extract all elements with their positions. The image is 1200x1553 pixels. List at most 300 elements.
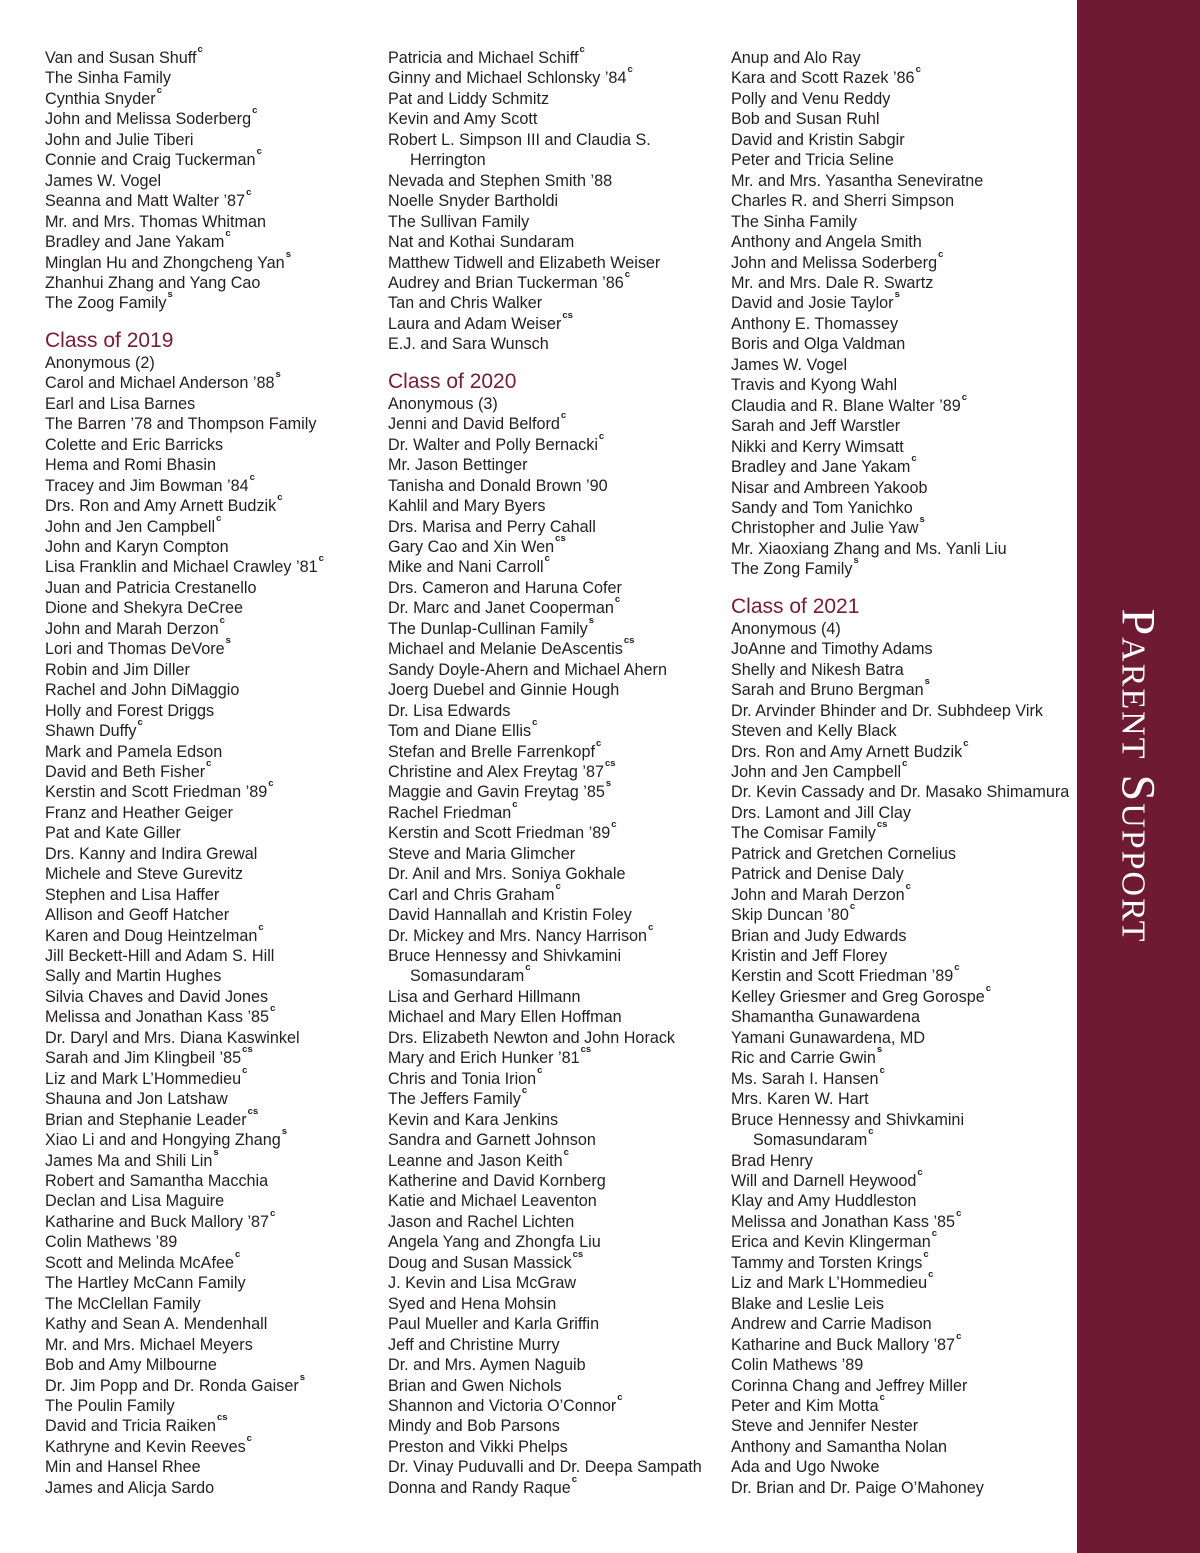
donor-name [731, 1269, 1071, 1293]
donor-name-text: Katharine and Buck Mallory ’87 [45, 1212, 270, 1231]
donor-name-text: Claudia and R. Blane Walter ’89 [731, 396, 961, 415]
donor-name-text: Dr. Anil and Mrs. Soniya Gokhale [388, 865, 626, 884]
giving-society-mark: c [868, 1126, 874, 1138]
donor-name [731, 130, 1071, 150]
giving-society-mark: s [281, 1126, 288, 1138]
donor-name-text: Steve and Jennifer Nester [731, 1417, 919, 1436]
giving-society-mark: c [648, 921, 654, 933]
donor-name [388, 594, 728, 618]
class-year-heading: Class of 2021 [731, 594, 860, 618]
donor-name [731, 1416, 1071, 1436]
giving-society-mark: s [167, 289, 173, 301]
donor-name-text: Michele and Steve Gurevitz [45, 865, 243, 884]
donor-name [731, 314, 1071, 334]
donor-name [45, 1314, 385, 1334]
donor-name [731, 782, 1071, 802]
donor-name [45, 369, 385, 393]
donor-name-text: Connie and Craig Tuckerman [45, 151, 256, 170]
donor-name [388, 778, 728, 802]
donor-name [45, 717, 385, 741]
donor-name-text: Dr. Kevin Cassady and Dr. Masako Shimamura [731, 783, 1070, 802]
donor-name [45, 1248, 385, 1273]
donor-name [388, 1232, 728, 1252]
donor-name [731, 880, 1071, 905]
donor-name [45, 130, 385, 150]
donor-name-text: Erica and Kevin Klingerman [731, 1233, 931, 1252]
donor-name [388, 410, 728, 434]
donor-name-text: John and Jen Campbell [45, 517, 216, 536]
donor-name [388, 455, 728, 475]
donor-name-text: Kahlil and Mary Byers [388, 497, 546, 516]
donor-name [388, 844, 728, 864]
donor-name [388, 1457, 728, 1477]
donor-name-text: Anthony E. Thomassey [731, 314, 899, 333]
donor-name-text: Shelly and Nikesh Batra [731, 660, 904, 679]
donor-name-text: The Barren ’78 and Thompson Family [45, 415, 317, 434]
donor-name-text: Katie and Michael Leaventon [388, 1192, 597, 1211]
donor-name-text: Juan and Patricia Crestanello [45, 578, 257, 597]
donor-name [45, 105, 385, 129]
donor-name [45, 905, 385, 925]
donor-name [45, 1355, 385, 1375]
donor-name-text: Sarah and Jim Klingbeil ’85 [45, 1049, 242, 1068]
donor-name [45, 757, 385, 782]
donor-name-text: Steven and Kelly Black [731, 722, 897, 741]
donor-name [388, 496, 728, 516]
giving-society-mark: c [954, 962, 960, 974]
donor-name-text: Sandy Doyle-Ahern and Michael Ahern [388, 660, 667, 679]
donor-name [388, 1064, 728, 1089]
donor-name [388, 394, 728, 414]
donor-name [388, 212, 728, 232]
donor-name-text: Kathy and Sean A. Mendenhall [45, 1315, 268, 1334]
donor-name [388, 1294, 728, 1314]
donor-name-text: Christopher and Julie Yaw [731, 519, 919, 538]
giving-society-mark: c [879, 1392, 885, 1403]
donor-name-text: Bruce Hennessy and Shivkamini [388, 947, 622, 966]
donor-name [388, 717, 728, 741]
giving-society-mark: c [595, 737, 602, 749]
donor-name-text: Jason and Rachel Lichten [388, 1212, 575, 1231]
donor-name-text: Min and Hansel Rhee [45, 1458, 201, 1477]
donor-name [45, 966, 385, 986]
donor-name [388, 987, 728, 1007]
donor-name [388, 1355, 728, 1375]
donor-name-text: Bradley and Jane Yakam [731, 458, 911, 477]
donor-name-text: Drs. Kanny and Indira Grewal [45, 844, 258, 863]
giving-society-mark: s [919, 514, 925, 526]
giving-society-mark: c [521, 1085, 528, 1097]
donor-name [731, 1392, 1071, 1416]
giving-society-mark: c [246, 1432, 252, 1444]
giving-society-mark: c [532, 717, 538, 729]
donor-name-text: Dr. and Mrs. Aymen Naguib [388, 1356, 586, 1375]
donor-name [45, 1371, 385, 1396]
giving-society-mark: c [579, 44, 585, 55]
donor-name [45, 742, 385, 762]
donor-name-text: Maggie and Gavin Freytag ’85 [388, 783, 605, 802]
donor-name [45, 1028, 385, 1048]
donor-name-text: Stephen and Lisa Haffer [45, 885, 220, 904]
donor-name [731, 478, 1071, 498]
donor-name-text: Dr. Vinay Puduvalli and Dr. Deepa Sampath [388, 1458, 702, 1477]
giving-society-mark: c [931, 1228, 938, 1240]
donor-name [388, 880, 728, 905]
donor-name [388, 89, 728, 109]
giving-society-mark: cs [562, 309, 573, 321]
donor-name [45, 614, 385, 639]
donor-name-text: Allison and Geoff Hatcher [45, 906, 230, 925]
donor-name-text: Blake and Leslie Leis [731, 1294, 884, 1313]
donor-name-text: Anthony and Samantha Nolan [731, 1437, 947, 1456]
donor-name-text: Mr. Xiaoxiang Zhang and Ms. Yanli Liu [731, 539, 1007, 558]
donor-name [45, 778, 385, 802]
giving-society-mark: c [270, 1207, 276, 1219]
donor-name-continuation [388, 962, 728, 986]
donor-name-text: Michael and Mary Ellen Hoffman [388, 1008, 622, 1027]
donor-name [45, 701, 385, 721]
donor-name-text: Paul Mueller and Karla Griffin [388, 1315, 600, 1334]
donor-name [45, 885, 385, 905]
donor-name [731, 844, 1071, 864]
donor-name-text: Bob and Amy Milbourne [45, 1356, 217, 1375]
donor-name [388, 1376, 728, 1396]
donor-name [45, 946, 385, 966]
donor-name-text: Brad Henry [731, 1151, 813, 1170]
donor-name-text: Declan and Lisa Maguire [45, 1192, 225, 1211]
giving-society-mark: cs [216, 1412, 228, 1424]
donor-name-text: Mr. and Mrs. Dale R. Swartz [731, 273, 934, 292]
donor-name [731, 819, 1071, 843]
donor-name-text: JoAnne and Timothy Adams [731, 640, 933, 659]
donor-name [388, 309, 728, 334]
donor-name-text: Anonymous (2) [45, 353, 155, 372]
donor-name-text: Melissa and Jonathan Kass ’85 [45, 1008, 270, 1027]
donor-name-text: Colette and Eric Barricks [45, 435, 224, 454]
donor-name-text: Hema and Romi Bhasin [45, 456, 216, 475]
donor-name-text: The Poulin Family [45, 1397, 175, 1415]
donor-name [388, 660, 728, 680]
donor-name [45, 146, 385, 170]
donor-name-text: Somasundaram [753, 1131, 868, 1150]
donor-name-text: Nikki and Kerry Wimsatt [731, 437, 904, 456]
donor-name-text: Michael and Melanie DeAscentis [388, 640, 623, 659]
donor-name [731, 1376, 1071, 1396]
donor-name [45, 394, 385, 414]
donor-name-text: The Sullivan Family [388, 212, 530, 231]
donor-name-text: Colin Mathews ’89 [731, 1356, 864, 1375]
donor-name-text: Carl and Chris Graham [388, 885, 555, 904]
giving-society-mark: c [537, 1064, 543, 1076]
donor-name [388, 757, 728, 782]
giving-society-mark: c [219, 614, 225, 626]
giving-society-mark: c [560, 410, 567, 422]
donor-name [388, 1273, 728, 1293]
donor-name [388, 268, 728, 293]
donor-name [388, 1028, 728, 1048]
donor-name-text: Laura and Adam Weiser [388, 314, 562, 333]
donor-name [45, 492, 385, 516]
giving-society-mark: cs [604, 757, 616, 769]
donor-name-text: Noelle Snyder Bartholdi [388, 192, 559, 211]
donor-name-text: Bob and Susan Ruhl [731, 110, 880, 129]
donor-name-text: Drs. Elizabeth Newton and John Horack [388, 1028, 676, 1047]
donor-name-text: Mike and Nani Carroll [388, 558, 544, 577]
donor-name [45, 471, 385, 496]
donor-name-text: Dr. Mickey and Mrs. Nancy Harrison [388, 926, 648, 945]
donor-name [731, 273, 1071, 293]
donor-name [731, 1207, 1071, 1232]
donor-name-text: The McClellan Family [45, 1294, 201, 1313]
donor-name-text: Seanna and Matt Walter ’87 [45, 192, 246, 211]
donor-name [731, 1064, 1071, 1089]
donor-name-text: Anup and Alo Ray [731, 49, 861, 67]
donor-name [45, 635, 385, 659]
donor-name [45, 680, 385, 700]
donor-name [45, 921, 385, 946]
donor-name [731, 64, 1071, 88]
donor-name [731, 355, 1071, 375]
donor-name [731, 701, 1071, 721]
donor-name-text: Kerstin and Scott Friedman ’89 [45, 783, 268, 802]
donor-name [731, 391, 1071, 416]
donor-name-text: Christine and Alex Freytag ’87 [388, 762, 604, 781]
donor-name [45, 1064, 385, 1089]
donor-name [45, 537, 385, 557]
donor-name-text: Patrick and Gretchen Cornelius [731, 844, 956, 863]
donor-name-continuation [731, 1126, 1071, 1150]
donor-name [731, 1089, 1071, 1109]
donor-name-text: Shawn Duffy [45, 722, 137, 741]
donor-name-text: The Zoog Family [45, 294, 167, 313]
donor-name-text: Kelley Griesmer and Greg Gorospe [731, 987, 985, 1006]
donor-name [388, 1314, 728, 1334]
donor-name-text: Dr. Jim Popp and Dr. Ronda Gaiser [45, 1376, 299, 1395]
donor-name-text: Nevada and Stephen Smith ’88 [388, 171, 613, 190]
donor-name [731, 498, 1071, 518]
donor-name-text: Tan and Chris Walker [388, 294, 543, 313]
donor-name [388, 130, 728, 150]
donor-name-text: Sally and Martin Hughes [45, 967, 222, 986]
donor-name-text: Polly and Venu Reddy [731, 89, 891, 108]
donor-name-text: Klay and Amy Huddleston [731, 1192, 917, 1211]
donor-name [45, 289, 385, 313]
donor-name [731, 437, 1071, 457]
donor-name-text: Van and Susan Shuff [45, 49, 197, 67]
donor-name [731, 1457, 1071, 1477]
giving-society-mark: c [270, 1003, 276, 1015]
donor-name-text: David and Beth Fisher [45, 762, 206, 781]
donor-name [388, 1392, 728, 1416]
class-year-heading: Class of 2020 [388, 369, 517, 393]
giving-society-mark: c [905, 880, 911, 892]
donor-name-text: Ginny and Michael Schlonsky ’84 [388, 69, 627, 88]
donor-name [45, 228, 385, 252]
donor-name-text: Mary and Erich Hunker ’81 [388, 1049, 580, 1068]
donor-name [388, 905, 728, 925]
donor-name [731, 1437, 1071, 1457]
giving-society-mark: c [938, 248, 944, 260]
giving-society-mark: c [555, 880, 561, 892]
donor-name [45, 512, 385, 537]
donor-name-text: Jeff and Christine Murry [388, 1335, 560, 1354]
donor-name [731, 109, 1071, 129]
donor-name-text: John and Marah Derzon [45, 619, 219, 638]
donor-name-text: Chris and Tonia Irion [388, 1069, 537, 1088]
giving-society-mark: c [252, 105, 258, 117]
donor-name-text: Tammy and Torsten Krings [731, 1253, 923, 1272]
donor-name-text: David and Josie Taylor [731, 294, 894, 313]
giving-society-mark: c [268, 778, 274, 790]
donor-name-text: Doug and Susan Massick [388, 1253, 572, 1272]
donor-name [731, 1110, 1071, 1130]
donor-name [731, 1151, 1071, 1171]
donor-name [45, 435, 385, 455]
donor-name-text: Tracey and Jim Bowman ’84 [45, 476, 249, 495]
donor-name-text: Donna and Randy Raque [388, 1478, 571, 1497]
donor-name-text: The Dunlap-Cullinan Family [388, 619, 588, 638]
donor-name [731, 676, 1071, 700]
donor-name [388, 64, 728, 88]
donor-name [731, 1294, 1071, 1314]
donor-name [731, 639, 1071, 659]
donor-column-2 [388, 44, 728, 1498]
donor-column-3 [731, 48, 1071, 1498]
donor-name [388, 737, 728, 762]
donor-name [731, 1330, 1071, 1355]
donor-name-text: Will and Darnell Heywood [731, 1172, 917, 1191]
donor-name-text: Steve and Maria Glimcher [388, 844, 576, 863]
donor-name [731, 1248, 1071, 1273]
donor-name [45, 844, 385, 864]
donor-name [45, 1457, 385, 1477]
donor-name [45, 212, 385, 232]
donor-name [45, 660, 385, 680]
donor-name-text: Robert and Samantha Macchia [45, 1172, 269, 1191]
donor-name-text: Shannon and Victoria O’Connor [388, 1397, 617, 1415]
donor-name-text: Herrington [410, 151, 486, 170]
donor-name-text: Franz and Heather Geiger [45, 803, 234, 822]
donor-name [731, 334, 1071, 354]
giving-society-mark: s [876, 1044, 883, 1056]
donor-name-text: The Sinha Family [731, 212, 857, 231]
giving-society-mark: c [911, 453, 917, 465]
donor-name [731, 514, 1071, 538]
donor-name [731, 289, 1071, 313]
donor-name-continuation [388, 150, 728, 170]
donor-name-text: Drs. Cameron and Haruna Cofer [388, 578, 622, 597]
donor-name [388, 1044, 728, 1068]
giving-society-mark: s [853, 555, 859, 567]
giving-society-mark: c [928, 1269, 934, 1281]
giving-society-mark: c [234, 1248, 241, 1260]
donor-name [731, 1228, 1071, 1252]
donor-name [45, 414, 385, 434]
giving-society-mark: c [156, 84, 162, 96]
donor-name-text: Melissa and Jonathan Kass ’85 [731, 1212, 956, 1231]
donor-name [45, 1003, 385, 1027]
donor-name [45, 598, 385, 618]
donor-name [45, 1089, 385, 1109]
donor-name-text: Skip Duncan ’80 [731, 906, 849, 925]
donor-name-text: Scott and Melinda McAfee [45, 1253, 234, 1272]
giving-society-mark: c [246, 187, 252, 199]
donor-name-text: Corinna Chang and Jeffrey Miller [731, 1376, 968, 1395]
donor-name [731, 248, 1071, 273]
class-year-heading: Class of 2019 [45, 328, 174, 352]
donor-name-text: Charles R. and Sherri Simpson [731, 192, 955, 211]
giving-society-mark: c [915, 64, 921, 76]
donor-name-text: Dr. Brian and Dr. Paige O’Mahoney [731, 1478, 984, 1497]
donor-name-text: J. Kevin and Lisa McGraw [388, 1274, 577, 1293]
giving-society-mark: c [985, 982, 992, 994]
donor-name-text: Tom and Diane Ellis [388, 722, 532, 741]
donor-name-text: The Sinha Family [45, 69, 171, 88]
donor-name-text: Stefan and Brelle Farrenkopf [388, 742, 595, 761]
donor-name [731, 539, 1071, 559]
donor-name [731, 1355, 1071, 1375]
donor-name [45, 823, 385, 843]
donor-name [731, 48, 1071, 68]
donor-name [731, 864, 1071, 884]
donor-name [45, 578, 385, 598]
donor-name-text: Colin Mathews ’89 [45, 1233, 178, 1252]
donor-name [45, 1232, 385, 1252]
donor-name [45, 1396, 385, 1416]
donor-name-text: Joerg Duebel and Ginnie Hough [388, 681, 620, 700]
donor-name [731, 1028, 1071, 1048]
donor-name [388, 1191, 728, 1211]
donor-name [731, 901, 1071, 925]
donor-name [45, 803, 385, 823]
donor-name-text: Nisar and Ambreen Yakoob [731, 478, 928, 497]
donor-name-text: Dr. Lisa Edwards [388, 701, 511, 720]
giving-society-mark: s [299, 1371, 306, 1383]
donor-name [731, 962, 1071, 986]
donor-name-text: Brian and Judy Edwards [731, 926, 907, 945]
donor-name-text: Holly and Forest Driggs [45, 701, 215, 720]
donor-name [388, 532, 728, 557]
giving-society-mark: c [598, 430, 605, 442]
donor-name-text: James W. Vogel [45, 171, 162, 190]
donor-name [388, 232, 728, 252]
donor-name-text: Brian and Gwen Nichols [388, 1376, 562, 1395]
donor-name [388, 430, 728, 455]
donor-name-text: Earl and Lisa Barnes [45, 394, 196, 413]
donor-name-text: Patrick and Denise Daly [731, 865, 904, 884]
giving-society-mark: s [924, 676, 930, 688]
donor-name-text: Dione and Shekyra DeCree [45, 599, 243, 618]
donor-name [388, 553, 728, 577]
giving-society-mark: c [544, 553, 550, 565]
donor-name-text: Minglan Hu and Zhongcheng Yan [45, 253, 285, 272]
donor-name-text: Syed and Hena Mohsin [388, 1294, 557, 1313]
donor-name-text: Nat and Kothai Sundaram [388, 233, 575, 252]
donor-name [731, 737, 1071, 762]
donor-name [45, 1432, 385, 1457]
donor-name [731, 171, 1071, 191]
donor-name-text: Robert L. Simpson III and Claudia S. [388, 130, 651, 149]
donor-name-text: Brian and Stephanie Leader [45, 1110, 247, 1129]
donor-name-text: Kristin and Jeff Florey [731, 947, 888, 966]
giving-society-mark: c [258, 921, 264, 933]
giving-society-mark: cs [876, 819, 888, 831]
donor-name [731, 1314, 1071, 1334]
donor-name-text: Silvia Chaves and David Jones [45, 987, 269, 1006]
donor-name-text: Mrs. Karen W. Hart [731, 1090, 869, 1109]
donor-name-text: John and Karyn Compton [45, 537, 229, 556]
donor-name-text: John and Jen Campbell [731, 762, 902, 781]
